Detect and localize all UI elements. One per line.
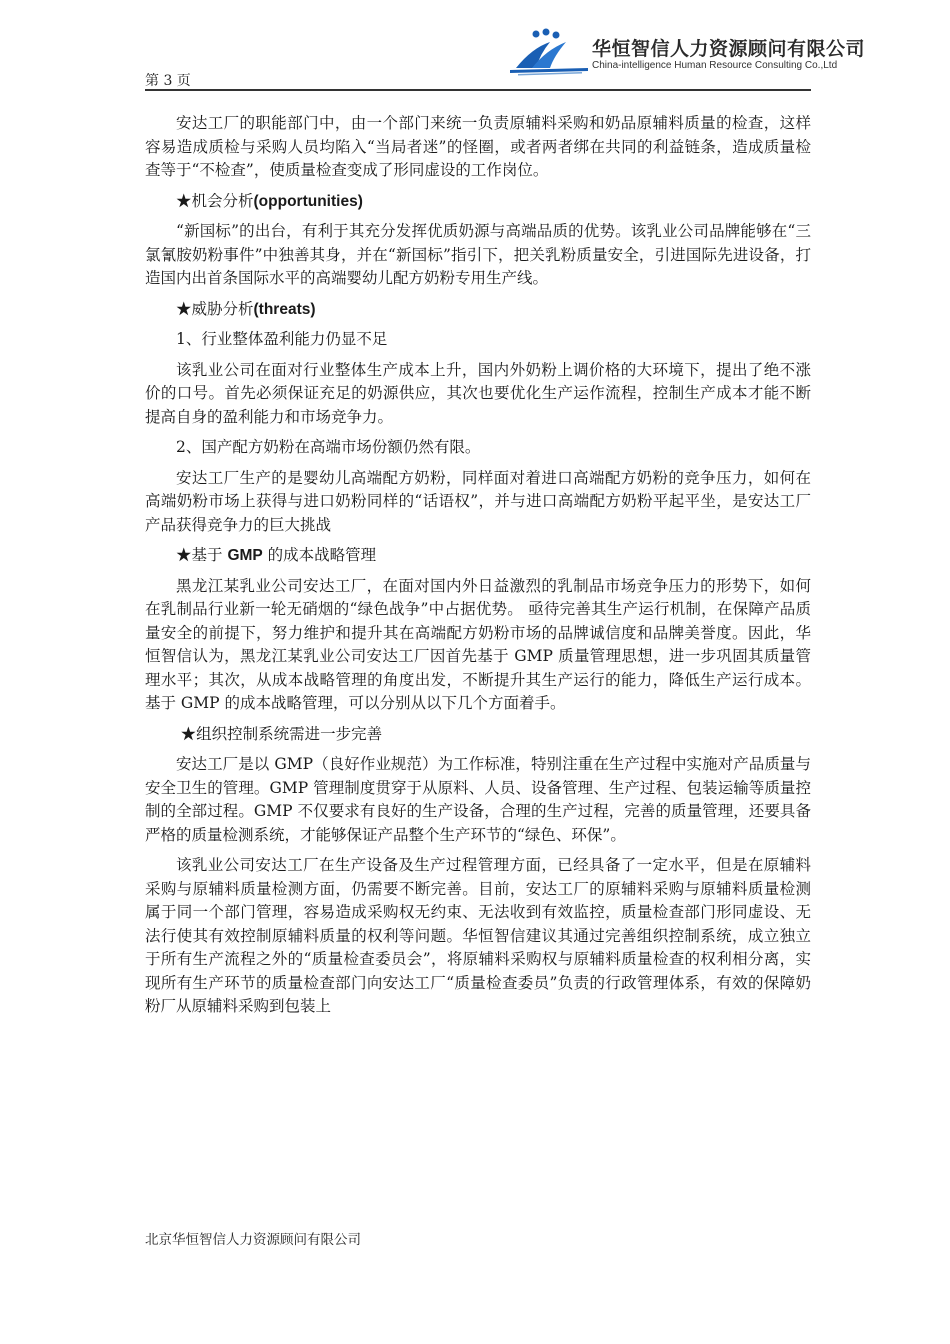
heading-en: (opportunities) [253, 192, 363, 210]
heading-text: ★机会分析 [176, 191, 254, 210]
paragraph: “新国标”的出台，有利于其充分发挥优质奶源与高端品质的优势。该乳业公司品牌能够在“三氯氰胺奶粉事件”中独善其身，并在“新国标”指引下，把关乳粉质量安全，引进国际先进设备，打造国内出首条国际水平的高端婴幼儿配方奶粉专用生产线。 [145, 222, 811, 287]
page-number: 第 3 页 [145, 73, 191, 89]
heading-text: ★基于 [176, 546, 228, 564]
paragraph: 安达工厂的职能部门中，由一个部门来统一负责原辅料采购和奶品原辅料质量的检查，这样容易造成质检与采购人员均陷入“当局者迷”的怪圈，或者两者绑在共同的利益链条，造成质量检查等于“不检查”，使质量检查变成了形同虚设的工作岗位。 [145, 114, 811, 179]
paragraph: 该乳业公司安达工厂在生产设备及生产过程管理方面，已经具备了一定水平，但是在原辅料采购与原辅料质量检测方面，仍需要不断完善。目前，安达工厂的原辅料采购与原辅料质量检测属于同一个部门管理，容易造成采购权无约束、无法收到有效监控，质量检查部门形同虚设、无法行使其有效控制原辅料质量的权利等问题。华恒智信建议其通过完善组织控制系统，成立独立于所有生产流程之外的“质量检查委员会”，将原辅料采购权与原辅料质量检查的权利相分离，实现所有生产环节的质量检查部门向安达工厂“质量检查委员”负责的行政管理体系，有效的保障奶粉厂从原辅料采购到包装上 [145, 856, 811, 1015]
paragraph: 该乳业公司在面对行业整体生产成本上升，国内外奶粉上调价格的大环境下，提出了绝不涨价的口号。首先必须保证充足的奶源供应，其次也要优化生产运作流程，控制生产成本才能不断提高自身的盈利能力和市场竞争力。 [145, 360, 811, 426]
section-heading-gmp [145, 544, 811, 568]
company-logo [510, 28, 866, 80]
company-name-en: China-intelligence Human Resource Consulting Co.,Ltd [592, 60, 838, 71]
heading-text: 的成本战略管理 [262, 546, 377, 564]
list-item: 1、行业整体盈利能力仍显不足 [176, 330, 388, 348]
paragraph: 黑龙江某乳业公司安达工厂，在面对国内外日益激烈的乳制品市场竞争压力的形势下，如何在乳制品行业新一轮无硝烟的“绿色战争”中占据优势。 亟待完善其生产运行机制，在保障产品质量安全的前提下，努力维护和提升其在高端配方奶粉市场的品牌诚信度和品牌美誉度。因此，华恒智信认为，黑龙江某乳业公司安达工厂因首先基于 GMP 质量管理思想，进一步巩固其质量管理水平；其次，从成本战略管理的角度出发，不断提升其生产运行的能力，降低生产运行成本。基于 GMP 的成本战略管理，可以分别从以下几个方面着手。 [145, 576, 811, 712]
list-item: 2、国产配方奶粉在高端市场份额仍然有限。 [176, 438, 481, 456]
section-heading-threats [145, 298, 811, 322]
paragraph: 安达工厂生产的是婴幼儿高端配方奶粉，同样面对着进口高端配方奶粉的竞争压力，如何在高端奶粉市场上获得与进口奶粉同样的“话语权”，并与进口高端配方奶粉平起平坐，是安达工厂产品获得竞争力的巨大挑战 [145, 468, 811, 534]
heading-text: ★威胁分析 [176, 299, 254, 318]
paragraph: 安达工厂是以 GMP（良好作业规范）为工作标准，特别注重在生产过程中实施对产品质量与安全卫生的管理。GMP 管理制度贯穿于从原料、人员、设备管理、生产过程、包装运输等质量控制的全部过程。GMP 不仅要求有良好的生产设备，合理的生产过程，完善的质量管理，还要具备严格的质量检测系统，才能够保证产品整个生产环节的“绿色、环保”。 [145, 755, 811, 844]
heading-en: (threats) [253, 300, 316, 318]
heading-en: GMP [227, 547, 263, 564]
section-heading-opportunities [145, 190, 811, 214]
company-logo-icon [510, 28, 590, 76]
header-divider [145, 89, 811, 91]
document-body [145, 112, 811, 1026]
section-heading-org-control: ★组织控制系统需进一步完善 [180, 724, 383, 743]
page-header [0, 0, 950, 95]
company-name-cn: 华恒智信人力资源顾问有限公司 [592, 38, 866, 60]
page-footer: 北京华恒智信人力资源顾问有限公司 [145, 1232, 361, 1248]
